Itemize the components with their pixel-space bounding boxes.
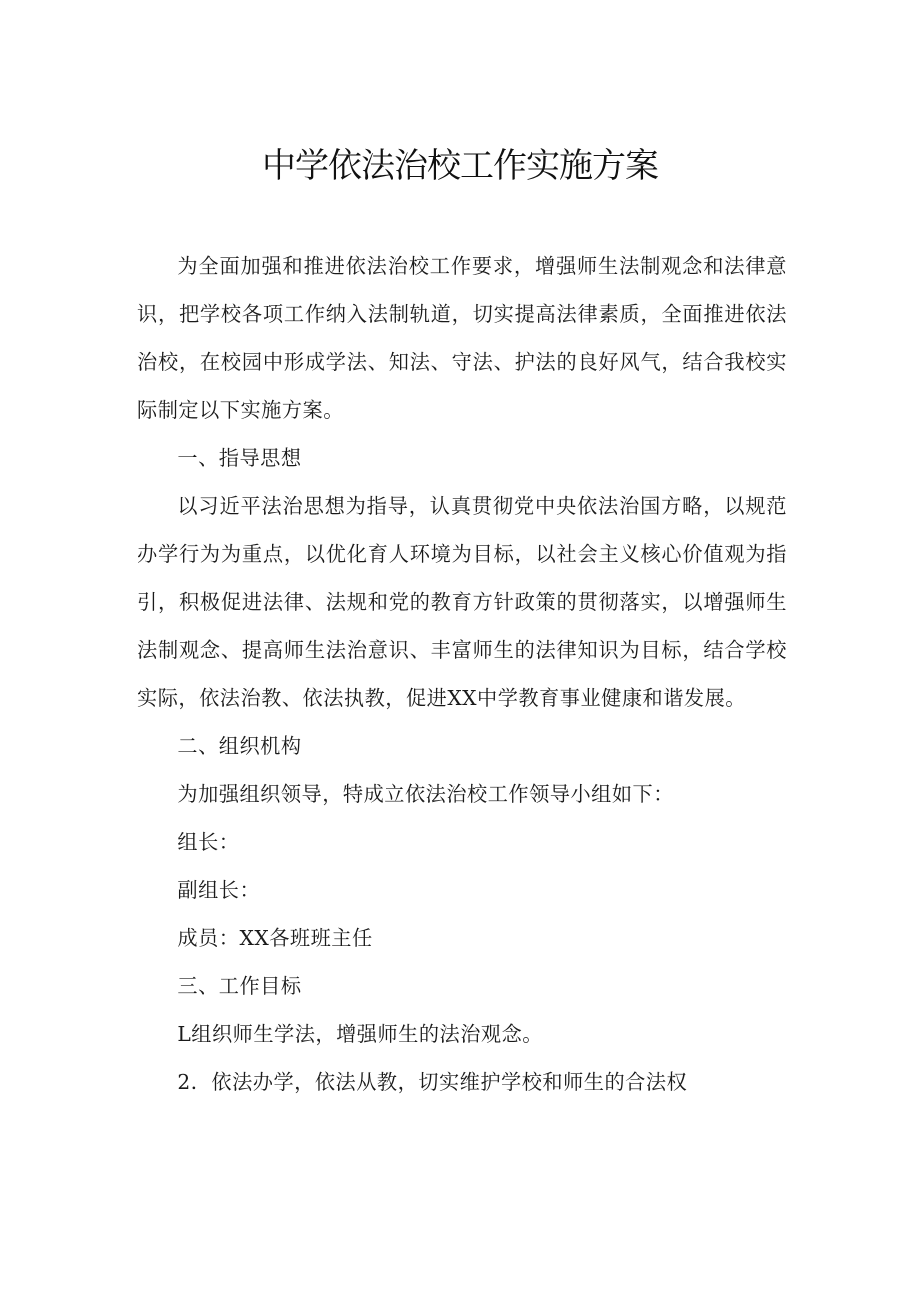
organization-intro: 为加强组织领导，特成立依法治校工作领导小组如下： xyxy=(177,782,674,806)
section-heading-organization: 二、组织机构 xyxy=(177,734,302,758)
group-leader-line: 组长： xyxy=(177,830,240,854)
intro-paragraph: 为全面加强和推进依法治校工作要求，增强师生法制观念和法律意识，把学校各项工作纳入法制轨道，切实提高法律素质，全面推进依法治校，在校园中形成学法、知法、守法、护法的良好风气，结合我校实际制定以下实施方案。 xyxy=(137,254,787,422)
goal-item-1: L组织师生学法，增强师生的法治观念。 xyxy=(177,1022,543,1046)
document-title: 中学依法治校工作实施方案 xyxy=(262,146,658,186)
guiding-ideology-paragraph: 以习近平法治思想为指导，认真贯彻党中央依法治国方略，以规范办学行为为重点，以优化育人环境为目标，以社会主义核心价值观为指引，积极促进法律、法规和党的教育方针政策的贯彻落实，以增强师生法制观念、提高师生法治意识、丰富师生的法律知识为目标，结合学校实际，依法治教、依法执教，促进XX中学教育事业健康和谐发展。 xyxy=(137,494,787,710)
deputy-leader-line: 副组长： xyxy=(177,878,261,902)
members-line: 成员：XX各班班主任 xyxy=(177,926,373,950)
document-body xyxy=(137,242,787,1106)
goal-item-2: 2．依法办学，依法从教，切实维护学校和师生的合法权 xyxy=(177,1070,688,1094)
section-heading-guiding-ideology: 一、指导思想 xyxy=(177,446,302,470)
section-heading-work-goals: 三、工作目标 xyxy=(177,974,302,998)
